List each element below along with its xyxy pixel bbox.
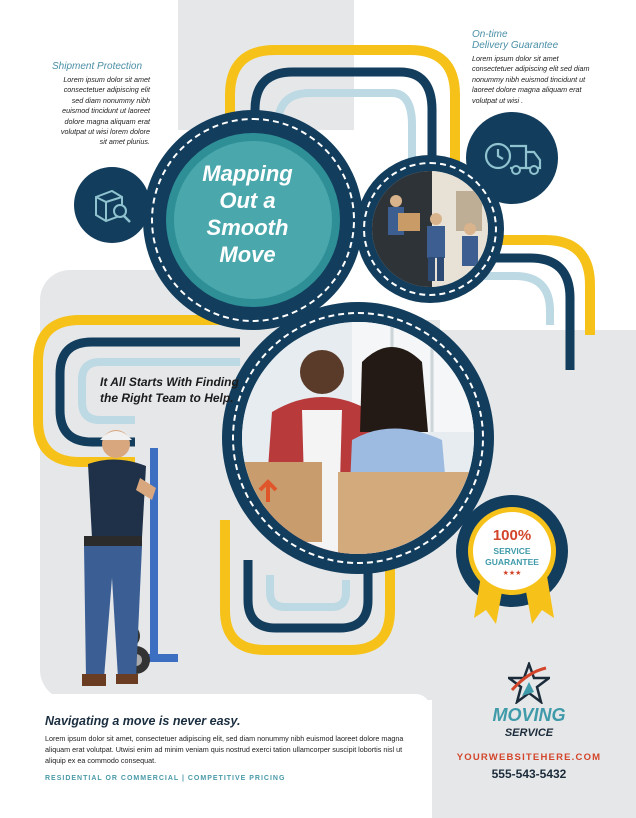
movers-photo [372,171,488,287]
phone-number[interactable]: 555-543-5432 [491,767,567,781]
logo-moving: MOVING [492,705,566,725]
hero-title [170,160,325,268]
box-search-icon [92,185,134,227]
delivery-text: Lorem ipsum dolor sit amet consectetuer adipiscing elit sed diam nonummy nibh euismod tincidunt ut laoreet dolore magna aliquam erat volutpat ut wisi . [472,54,590,105]
hero-title-line4: Move [219,242,276,267]
badge-line2: GUARANTEE [485,557,539,567]
star-logo-icon [508,662,550,704]
footer-body: Lorem ipsum dolor sit amet, consectetuer adipiscing elit, sed diam nonummy nibh euismod laoreet dolore magna aliquam erat volutpat. Utwisi enim ad minim veniam quis nostrud exerci tation ullamcorper suscipit lobortis nisl ut aliquip ex ea commodo consequat. [45,734,404,765]
badge-line1: SERVICE [493,546,531,556]
website-link[interactable]: YOURWEBSITEHERE.COM [456,752,602,763]
hero-title-line1: Mapping [202,161,293,186]
delivery-title-line1: On-time [472,29,508,40]
footer-heading: Navigating a move is never easy. [45,714,241,728]
shipment-title: Shipment Protection [52,61,143,72]
truck-clock-icon [482,138,544,178]
footer-features: RESIDENTIAL OR COMMERCIAL | COMPETITIVE PRICING [45,775,286,782]
mover-with-hand-truck [70,428,190,692]
hero-title-line2: Out a [219,188,276,213]
shipment-text: Lorem ipsum dolor sit amet consectetuer adipiscing elit sed diam nonummy nibh euismod tincidunt ut laoreet dolore magna aliquam erat volutpat ut wisi lorem dolore sit amet plurius. [60,75,150,147]
couple-photo [242,322,474,554]
hero-title-line3: Smooth [206,215,289,240]
logo-service: SERVICE [504,727,554,739]
delivery-title-line2: Delivery Guarantee [472,40,559,51]
badge-stars: ★★★ [502,570,522,577]
tagline: It All Starts With Finding the Right Team to Help. [100,375,239,405]
badge-percent: 100% [492,527,532,544]
